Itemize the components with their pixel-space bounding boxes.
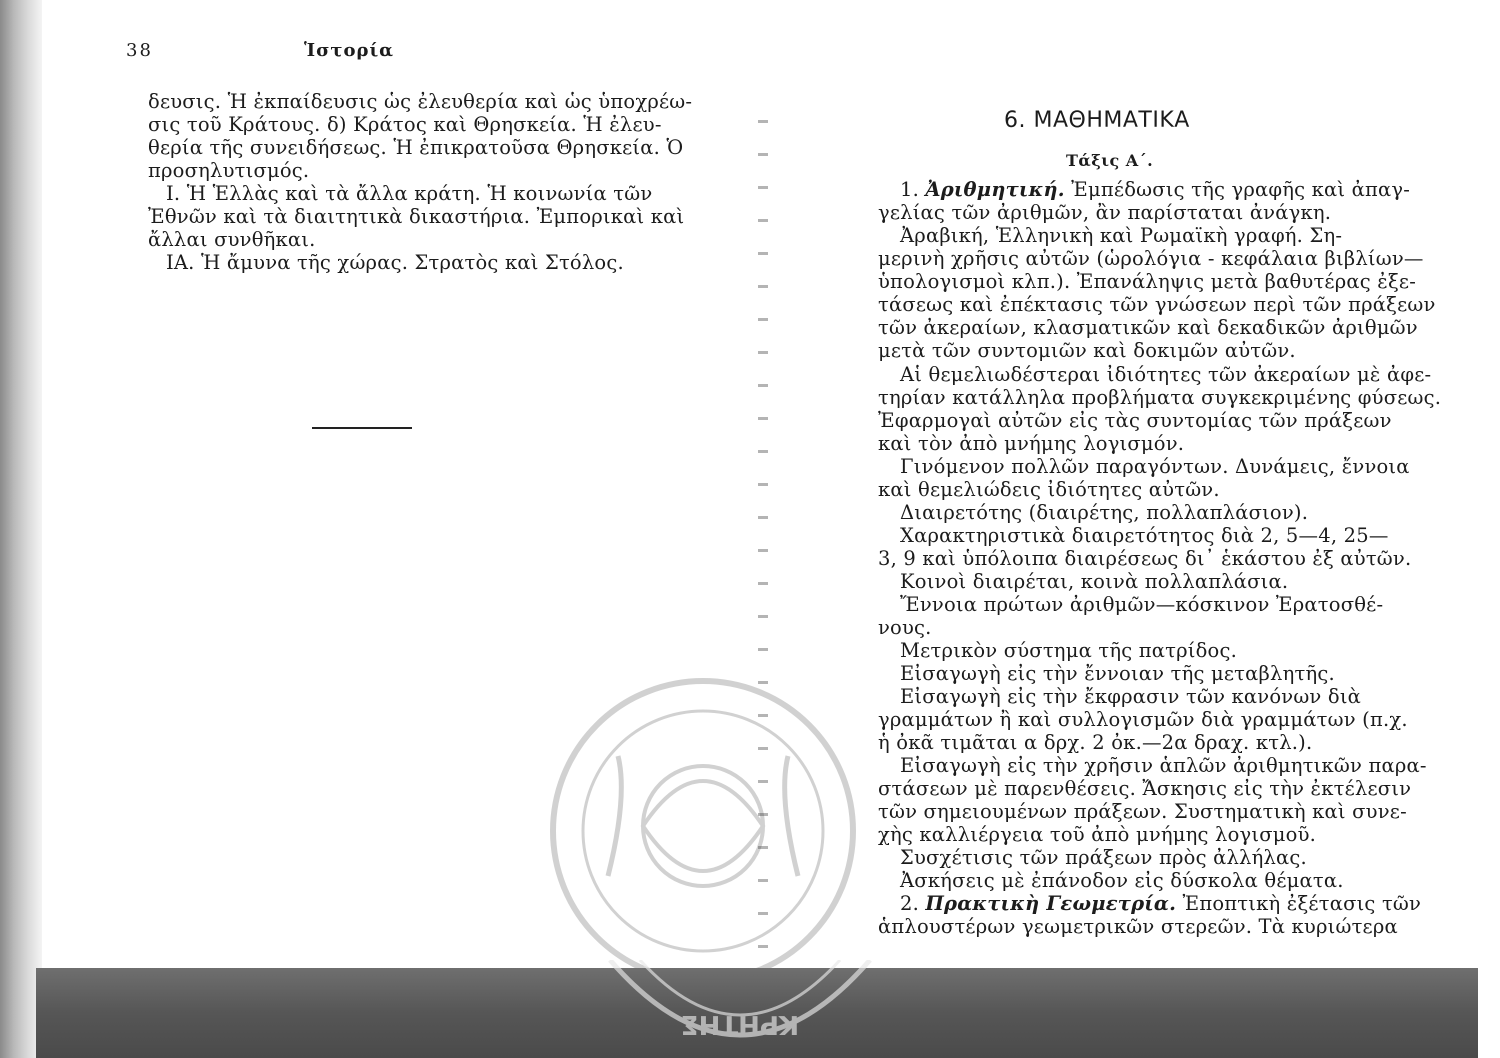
item-2-number: 2. <box>900 892 920 915</box>
text-line: ἄλλαι συνθῆκαι. <box>148 228 316 251</box>
text-line: 3, 9 καὶ ὑπόλοιπα διαιρέσεως δι᾿ ἑκάστου ἐξ αὐτῶν. <box>878 547 1412 570</box>
item-1-line <box>900 179 1410 201</box>
item-1-number: 1. <box>900 178 920 201</box>
text-line: γελίας τῶν ἀριθμῶν, ἂν παρίσταται ἀνάγκη. <box>878 201 1332 224</box>
text-line: καὶ τὸν ἀπὸ μνήμης λογισμόν. <box>878 432 1185 455</box>
text-line: νους. <box>878 616 932 639</box>
text-line: I. Ἡ Ἑλλὰς καὶ τὰ ἄλλα κράτη. Ἡ κοινωνία τῶν <box>166 182 653 205</box>
book-gutter <box>758 90 768 960</box>
item-1-title: Ἀριθμητική. <box>925 178 1065 201</box>
text-line: Εἰσαγωγὴ εἰς τὴν χρῆσιν ἁπλῶν ἀριθμητικῶν παρα- <box>900 754 1427 777</box>
text-line: ΙΑ. Ἡ ἄμυνα τῆς χώρας. Στρατὸς καὶ Στόλος. <box>166 251 624 274</box>
seal-text: ΚΡΗΤΗΣ <box>680 1009 800 1039</box>
scan-right-edge <box>1478 0 1500 1058</box>
text-line: μερινὴ χρῆσις αὐτῶν (ὡρολόγια - κεφάλαια βιβλίων— <box>878 247 1424 270</box>
text-line: Ἐθνῶν καὶ τὰ διαιτητικὰ δικαστήρια. Ἐμπορικαὶ καὶ <box>148 205 685 228</box>
text-line: Ἔννοια πρώτων ἀριθμῶν—κόσκινον Ἐρατοσθέ- <box>900 593 1384 616</box>
page-number: 38 <box>126 40 153 61</box>
text-line: Διαιρετότης (διαιρέτης, πολλαπλάσιον). <box>900 501 1309 524</box>
text-line: προσηλυτισμός. <box>148 159 310 182</box>
text-line: Ἀραβική, Ἑλληνικὴ καὶ Ρωμαϊκὴ γραφή. Ση- <box>900 224 1343 247</box>
item-2-title: Πρακτικὴ Γεωμετρία. <box>925 892 1177 915</box>
text-line: τῶν σημειουμένων πράξεων. Συστηματικὴ καὶ συνε- <box>878 800 1407 823</box>
text-line: Γινόμενον πολλῶν παραγόντων. Δυνάμεις, ἔννοια <box>900 455 1410 478</box>
item-2-text: Ἐποπτικὴ ἐξέτασις τῶν <box>1182 892 1422 915</box>
item-1-text: Ἐμπέδωσις τῆς γραφῆς καὶ ἀπαγ- <box>1071 178 1411 201</box>
text-line: ἁπλουστέρων γεωμετρικῶν στερεῶν. Τὰ κυριώτερα <box>878 915 1398 938</box>
running-title: Ἱστορία <box>304 40 395 61</box>
text-line: ἡ ὀκᾶ τιμᾶται α δρχ. 2 ὀκ.—2α δραχ. κτλ.). <box>878 731 1313 754</box>
text-line: Ἀσκήσεις μὲ ἐπάνοδον εἰς δύσκολα θέματα. <box>900 869 1344 892</box>
text-line: θερία τῆς συνειδήσεως. Ἡ ἐπικρατοῦσα Θρησκεία. Ὁ <box>148 136 684 159</box>
text-line: Χαρακτηριστικὰ διαιρετότητος διὰ 2, 5—4, 25— <box>900 524 1389 547</box>
text-line: Εἰσαγωγὴ εἰς τὴν ἔκφρασιν τῶν κανόνων διὰ <box>900 685 1362 708</box>
text-line: τῶν ἀκεραίων, κλασματικῶν καὶ δεκαδικῶν ἀριθμῶν <box>878 316 1418 339</box>
text-line: Ἐφαρμογαὶ αὐτῶν εἰς τὰς συντομίας τῶν πράξεων <box>878 409 1392 432</box>
text-line: ὑπολογισμοὶ κλπ.). Ἐπανάληψις μετὰ βαθυτέρας ἐξε- <box>878 270 1416 293</box>
text-line: χὴς καλλιέργεια τοῦ ἀπὸ μνήμης λογισμοῦ. <box>878 823 1317 846</box>
text-line: Μετρικὸν σύστημα τῆς πατρίδος. <box>900 639 1238 662</box>
text-line: Αἱ θεμελιωδέστεραι ἰδιότητες τῶν ἀκεραίων μὲ ἀφε- <box>900 363 1432 386</box>
text-line: Συσχέτισις τῶν πράξεων πρὸς ἀλλήλας. <box>900 846 1307 869</box>
scan-bottom-edge <box>36 968 1480 1058</box>
section-heading: 6. ΜΑΘΗΜΑΤΙΚΑ <box>1004 108 1190 133</box>
section-divider <box>312 427 412 429</box>
text-line: στάσεων μὲ παρενθέσεις. Ἄσκησις εἰς τὴν ἐκτέλεσιν <box>878 777 1412 800</box>
text-line: τηρίαν κατάλληλα προβλήματα συγκεκριμένης φύσεως. <box>878 386 1442 409</box>
text-line: γραμμάτων ἢ καὶ συλλογισμῶν διὰ γραμμάτων (π.χ. <box>878 708 1408 731</box>
text-line: μετὰ τῶν συντομιῶν καὶ δοκιμῶν αὐτῶν. <box>878 339 1296 362</box>
class-subheading: Τάξις Α΄. <box>1066 151 1154 170</box>
text-line: Εἰσαγωγὴ εἰς τὴν ἔννοιαν τῆς μεταβλητῆς. <box>900 662 1335 685</box>
item-2-line <box>900 893 1421 915</box>
text-line: δευσις. Ἡ ἐκπαίδευσις ὡς ἐλευθερία καὶ ὡς ὑποχρέω- <box>148 90 693 113</box>
text-line: Κοινοὶ διαιρέται, κοινὰ πολλαπλάσια. <box>900 570 1289 593</box>
text-line: σις τοῦ Κράτους. δ) Κράτος καὶ Θρησκεία. Ἡ ἐλευ- <box>148 113 662 136</box>
text-line: καὶ θεμελιώδεις ἰδιότητες αὐτῶν. <box>878 478 1220 501</box>
text-line: τάσεως καὶ ἐπέκτασις τῶν γνώσεων περὶ τῶν πράξεων <box>878 293 1436 316</box>
scan-left-edge <box>0 0 42 1058</box>
